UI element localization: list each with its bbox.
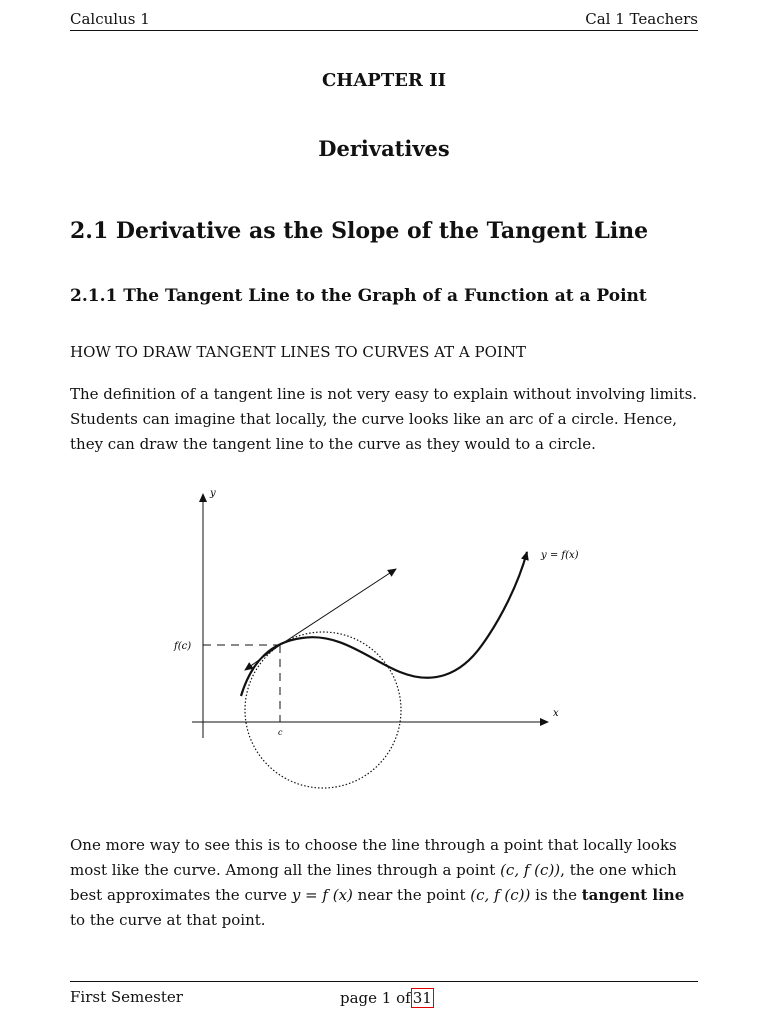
fc-label: f(c) [174,641,192,652]
para2-text-2: , the one which best approximates the curve [70,861,677,904]
math-curve: y = f (x) [291,886,353,904]
math-point-2: (c, f (c)) [470,886,531,904]
intro-paragraph: The definition of a tangent line is not very easy to explain without involving limits. Students can imagine that locally, the curve looks like an arc of a circle. Hence, they can draw the tangent line to the curve as they would to a circle. [70,385,698,453]
x-axis-label: x [553,708,559,719]
header-author: Cal 1 Teachers [585,10,698,28]
page-header [70,8,698,31]
para2-text-1: One more way to see this is to choose the line through a point that locally looks most like the curve. Among all the lines through a point [70,836,677,879]
header-course: Calculus 1 [70,10,150,28]
c-label: c [278,728,283,737]
tangent-line-term: tangent line [581,886,685,904]
subsection-title: 2.1.1 The Tangent Line to the Graph of a Function at a Point [70,286,647,306]
para2-text-5: to the curve at that point. [70,911,266,929]
page-footer [70,981,698,1012]
page-prefix: page 1 of [340,989,411,1007]
para2-text-4: is the [530,886,582,904]
function-curve [241,552,527,696]
math-point-1: (c, f (c)) [500,861,561,879]
osculating-circle [245,632,401,788]
caps-heading: HOW TO DRAW TANGENT LINES TO CURVES AT A POINT [70,343,526,361]
chapter-label: CHAPTER II [321,70,446,91]
curve-label: y = f(x) [541,550,579,561]
closing-paragraph [70,833,698,933]
tangent-line-figure [170,480,620,805]
para2-text-3: near the point [352,886,471,904]
chapter-title: Derivatives [318,136,450,161]
section-title: 2.1 Derivative as the Slope of the Tangent Line [70,218,649,244]
footer-semester: First Semester [70,988,183,1006]
total-pages-link[interactable]: 31 [412,989,432,1007]
y-axis-label: y [210,488,216,499]
page-indicator [340,988,434,1008]
